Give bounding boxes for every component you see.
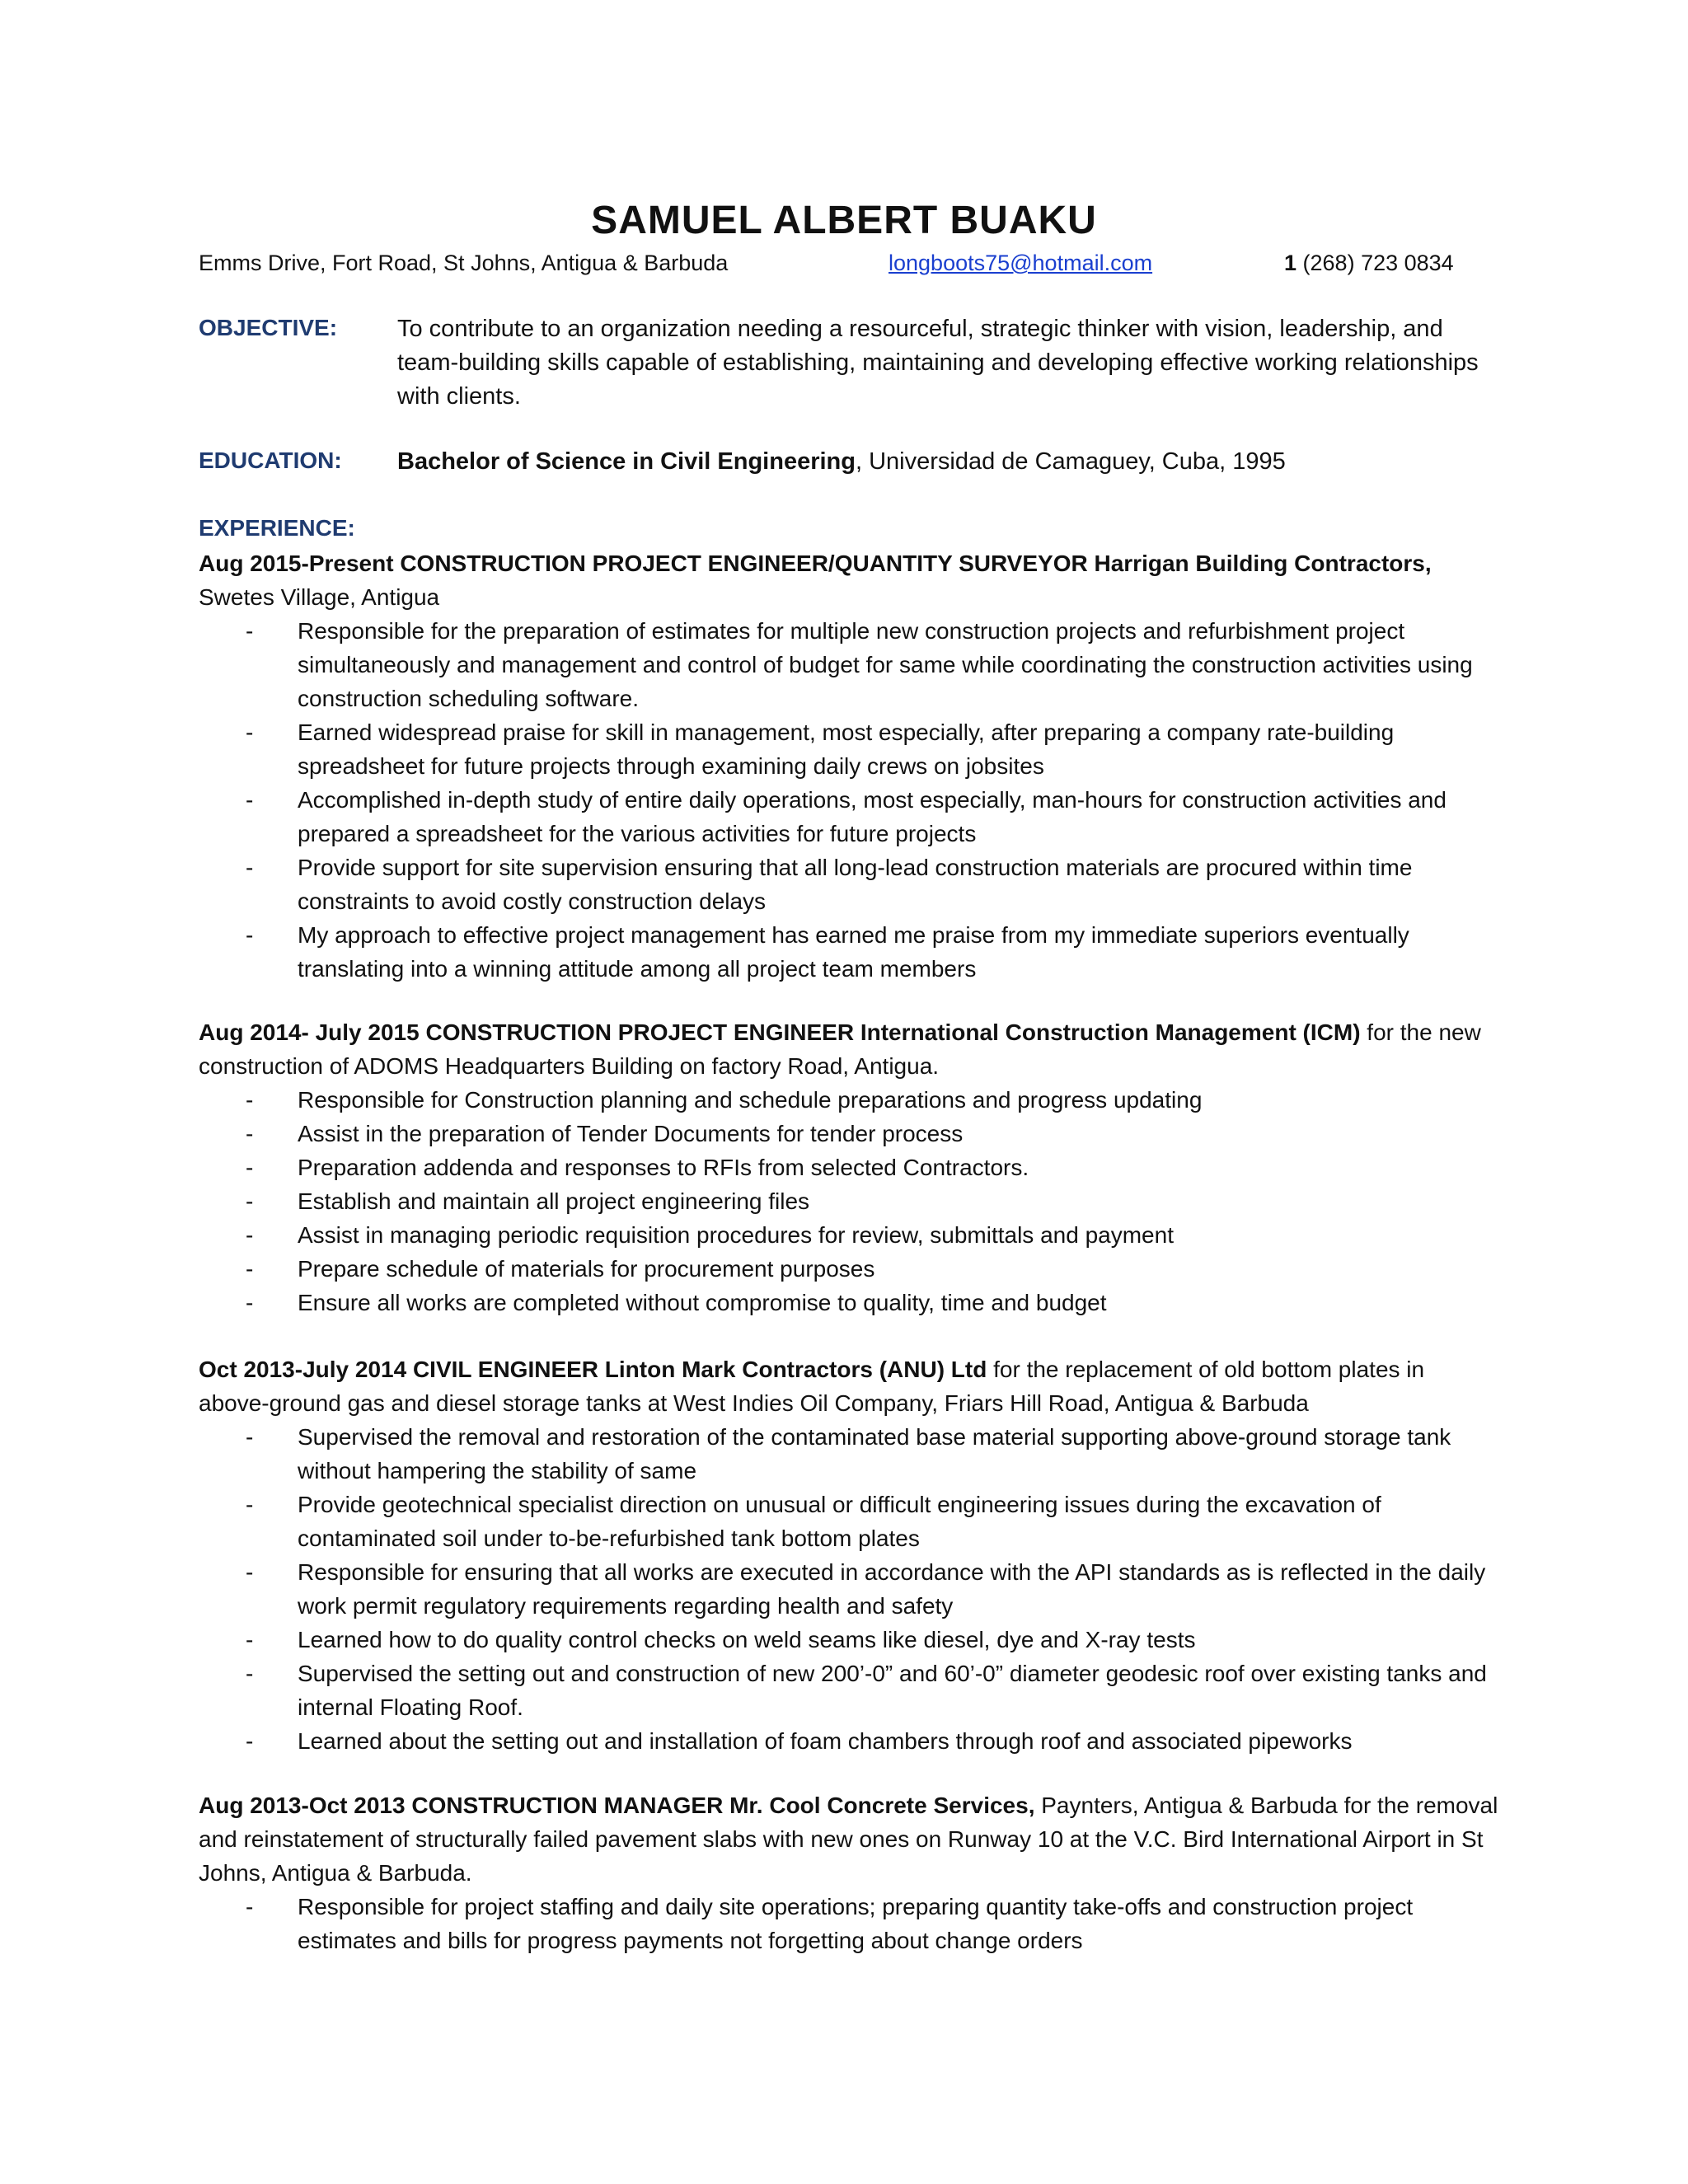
job-heading-bold: Aug 2013-Oct 2013 CONSTRUCTION MANAGER Mr. Cool Concrete Services, [199, 1793, 1035, 1818]
job-bullets [199, 1420, 1501, 1758]
job-heading-bold: Aug 2014- July 2015 CONSTRUCTION PROJECT ENGINEER International Construction Management (ICM) [199, 1019, 1361, 1045]
job-entry [199, 1352, 1501, 1758]
list-item: - Supervised the setting out and construction of new 200’-0” and 60’-0” diameter geodesic roof over existing tanks and internal Floating Roof. [199, 1657, 1501, 1724]
education-label: EDUCATION: [199, 448, 342, 473]
education-degree: Bachelor of Science in Civil Engineering [397, 448, 856, 475]
education-text [397, 445, 1493, 479]
job-heading-rest: Paynters, Antigua & Barbuda for the removal and reinstatement of structurally failed pavement slabs with new ones on Runway 10 at the V.C. Bird International Airport in St Johns, Antigua & Barbuda. [199, 1793, 1498, 1886]
job-entry [199, 546, 1501, 986]
list-item: - Preparation addenda and responses to RFIs from selected Contractors. [199, 1151, 1501, 1184]
phone-prefix: 1 [1284, 251, 1297, 275]
list-item: - Responsible for ensuring that all works are executed in accordance with the API standards as is reflected in the daily work permit regulatory requirements regarding health and safety [199, 1555, 1501, 1623]
list-item: - Assist in managing periodic requisition procedures for review, submittals and payment [199, 1218, 1501, 1252]
list-item: - Provide support for site supervision ensuring that all long-lead construction materials are procured within time constraints to avoid costly construction delays [199, 851, 1501, 918]
job-heading-rest: Swetes Village, Antigua [199, 584, 440, 610]
job-heading [199, 1015, 1501, 1083]
job-heading-rest: for the replacement of old bottom plates in above-ground gas and diesel storage tanks at West Indies Oil Company, Friars Hill Road, Antigua & Barbuda [199, 1357, 1425, 1416]
job-heading [199, 1788, 1501, 1890]
list-item: - Assist in the preparation of Tender Documents for tender process [199, 1117, 1501, 1151]
job-heading-rest: for the new construction of ADOMS Headquarters Building on factory Road, Antigua. [199, 1019, 1481, 1079]
candidate-name: SAMUEL ALBERT BUAKU [591, 199, 1097, 242]
list-item: - Responsible for Construction planning and schedule preparations and progress updating [199, 1083, 1501, 1117]
list-item: - Prepare schedule of materials for procurement purposes [199, 1252, 1501, 1286]
list-item: - Responsible for the preparation of estimates for multiple new construction projects and refurbishment project simultaneously and management and control of budget for same while coordinating the construction activities using construction scheduling software. [199, 614, 1501, 715]
experience-label: EXPERIENCE: [199, 515, 355, 541]
contact-phone [1284, 251, 1454, 276]
list-item: - Learned how to do quality control checks on weld seams like diesel, dye and X-ray tests [199, 1623, 1501, 1657]
list-item: - Accomplished in-depth study of entire daily operations, most especially, man-hours for construction activities and prepared a spreadsheet for the various activities for future projects [199, 783, 1501, 851]
list-item: - Earned widespread praise for skill in management, most especially, after preparing a company rate-building spreadsheet for future projects through examining daily crews on jobsites [199, 715, 1501, 783]
education-rest: , Universidad de Camaguey, Cuba, 1995 [855, 448, 1286, 475]
list-item: - Ensure all works are completed without compromise to quality, time and budget [199, 1286, 1501, 1319]
contact-address: Emms Drive, Fort Road, St Johns, Antigua & Barbuda [199, 251, 729, 275]
job-bullets [199, 1890, 1501, 1957]
email-link[interactable]: longboots75@hotmail.com [889, 251, 1153, 275]
job-heading [199, 546, 1501, 614]
job-heading-bold: Aug 2015-Present CONSTRUCTION PROJECT ENGINEER/QUANTITY SURVEYOR Harrigan Building Contractors, [199, 551, 1432, 576]
contact-email[interactable] [889, 251, 1152, 276]
list-item: - Establish and maintain all project engineering files [199, 1184, 1501, 1218]
phone-number: (268) 723 0834 [1296, 251, 1454, 275]
job-heading-bold: Oct 2013-July 2014 CIVIL ENGINEER Linton Mark Contractors (ANU) Ltd [199, 1357, 987, 1382]
objective-text: To contribute to an organization needing a resourceful, strategic thinker with vision, leadership, and team-building skills capable of establishing, maintaining and developing effective working relationships with clients. [397, 316, 1479, 410]
job-entry [199, 1788, 1501, 1957]
job-bullets [199, 614, 1501, 986]
job-bullets [199, 1083, 1501, 1319]
job-heading [199, 1352, 1501, 1420]
list-item: - Provide geotechnical specialist direction on unusual or difficult engineering issues during the excavation of contaminated soil under to-be-refurbished tank bottom plates [199, 1488, 1501, 1555]
list-item: - Supervised the removal and restoration of the contaminated base material supporting above-ground storage tank without hampering the stability of same [199, 1420, 1501, 1488]
list-item: - My approach to effective project management has earned me praise from my immediate superiors eventually translating into a winning attitude among all project team members [199, 918, 1501, 986]
objective-label: OBJECTIVE: [199, 315, 338, 340]
job-entry [199, 1015, 1501, 1319]
list-item: - Responsible for project staffing and daily site operations; preparing quantity take-offs and construction project estimates and bills for progress payments not forgetting about change orders [199, 1890, 1501, 1957]
list-item: - Learned about the setting out and installation of foam chambers through roof and associated pipeworks [199, 1724, 1501, 1758]
